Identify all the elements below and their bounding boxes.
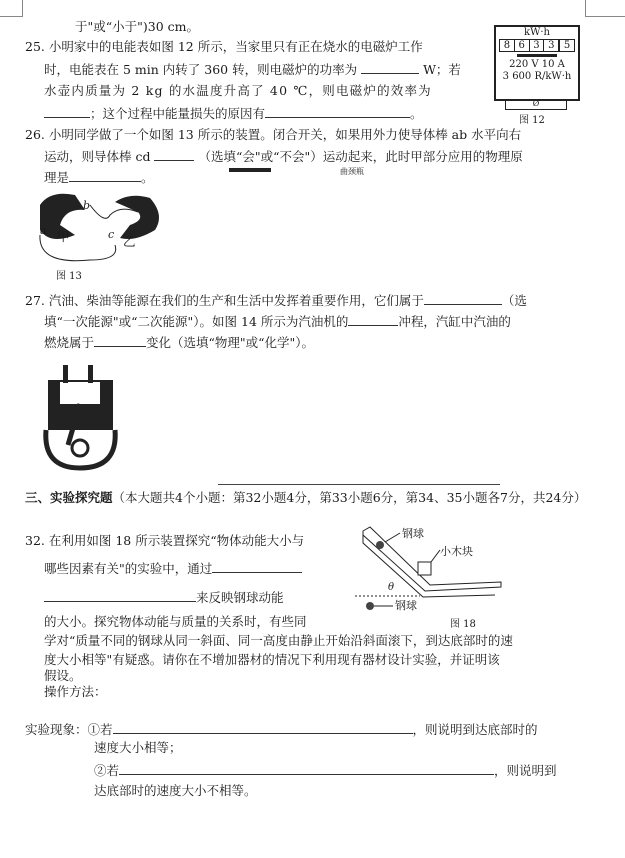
meter-digit: 6 xyxy=(515,40,530,51)
figure-14-engine xyxy=(38,360,128,472)
q32-phenomenon-blank-2[interactable] xyxy=(119,762,494,775)
electric-meter-figure xyxy=(494,25,580,101)
q25-line2 xyxy=(44,61,461,78)
section-3-header xyxy=(25,490,586,506)
q26-principle-blank[interactable] xyxy=(69,169,141,182)
q32-line3 xyxy=(44,589,284,606)
q27-text: 燃烧属于 xyxy=(44,335,95,350)
q32-text: ，则说明到达底部时的 xyxy=(412,722,538,737)
q25-line3: 水壶内质量为 2 kg 的水温度升高了 40 ℃，则电磁炉的效率为 xyxy=(44,83,432,98)
q25-text: 。 xyxy=(410,106,423,121)
q32-phenomenon-1 xyxy=(25,721,538,738)
q27-text: （选 xyxy=(501,293,527,308)
cropped-figure-fragment xyxy=(229,168,271,172)
q25-efficiency-blank[interactable] xyxy=(44,105,90,118)
q32-method: 操作方法： xyxy=(44,684,107,699)
figure-13-induction-device xyxy=(30,190,165,270)
divider xyxy=(218,484,500,485)
crop-mark-left xyxy=(0,0,23,17)
q27-line2 xyxy=(44,313,511,330)
q27-line1 xyxy=(25,292,527,309)
q26-text: （选填“会"或“不会"）运动起来，此时甲部分应用的物理原 xyxy=(198,149,523,164)
q25-reason-blank[interactable] xyxy=(265,105,410,118)
meter-digit: 5 xyxy=(563,40,571,51)
figure-18-incline xyxy=(355,525,505,625)
label-b: b xyxy=(83,199,91,212)
figure-13-caption: 图 13 xyxy=(56,271,82,282)
q26-line2 xyxy=(44,148,523,165)
q32-line7: 假设。 xyxy=(44,668,82,683)
crop-mark-right xyxy=(585,0,625,17)
q26-text: 。 xyxy=(141,170,154,185)
q26-line1: 26. 小明同学做了一个如图 13 所示的装置。闭合开关，如果用外力使导体棒 ab 水平向右 xyxy=(25,127,522,142)
q27-text: 27. 汽油、柴油等能源在我们的生产和生活中发挥着重要作用，它们属于 xyxy=(25,293,424,308)
q25-text: ；这个过程中能量损失的原因有 xyxy=(90,106,266,121)
meter-digit: 3 xyxy=(530,40,545,51)
meter-terminal: Ø xyxy=(505,99,567,110)
q32-line4: 的大小。探究物体动能与质量的关系时，有些同 xyxy=(44,614,307,629)
label-jia: 甲 xyxy=(57,229,70,244)
q32-text: ②若 xyxy=(94,763,120,778)
q26-text: 运动，则导体棒 cd xyxy=(44,149,151,164)
q26-text: 理是 xyxy=(44,170,70,185)
q27-text: 填“一次能源"或“二次能源"）。如图 14 所示为汽油机的 xyxy=(44,314,349,329)
q27-stroke-blank[interactable] xyxy=(348,313,398,326)
q27-line3 xyxy=(44,334,314,351)
q32-text: 来反映钢球动能 xyxy=(196,590,284,605)
q24-tail: 于"或“小于")30 cm。 xyxy=(75,19,199,34)
meter-constant: 3 600 R/kW·h xyxy=(502,71,572,82)
q32-line2 xyxy=(44,560,302,577)
meter-digit: 8 xyxy=(500,40,515,51)
q25-power-blank[interactable] xyxy=(361,61,419,74)
q26-cd-blank[interactable] xyxy=(154,148,194,161)
label-steel-ball: 钢球 xyxy=(402,527,424,540)
q25-line1: 25. 小明家中的电能表如图 12 所示，当家里只有正在烧水的电磁炉工作 xyxy=(25,39,423,54)
label-yi: 乙 xyxy=(123,234,136,249)
meter-arrow-icon xyxy=(517,54,557,57)
label-wood-block: 小木块 xyxy=(440,545,473,558)
label-c: c xyxy=(108,228,115,241)
meter-rating: 220 V 10 A xyxy=(509,59,565,70)
meter-unit: kW·h xyxy=(524,27,550,38)
magnet-yi xyxy=(115,196,159,239)
q32-line6: 度大小相等"有疑惑。请你在不增加器材的情况下利用现有器材设计实验，并证明该 xyxy=(44,652,500,667)
section-title: 三、实验探究题 xyxy=(25,490,113,505)
q32-line1: 32. 在利用如图 18 所示装置探究“物体动能大小与 xyxy=(25,533,305,548)
phenomenon-label: 实验现象： xyxy=(25,722,88,737)
meter-digit: 3 xyxy=(544,40,560,51)
meter-digits xyxy=(499,39,575,52)
q27-change-blank[interactable] xyxy=(94,334,146,347)
q26-line3 xyxy=(44,169,154,186)
q32-phenomenon-1-cont: 速度大小相等； xyxy=(94,740,182,755)
q32-text: ，则说明到 xyxy=(494,763,557,778)
q27-text: 冲程，汽缸中汽油的 xyxy=(398,314,511,329)
q32-text: ①若 xyxy=(87,722,113,737)
label-theta: θ xyxy=(388,582,395,593)
q32-phenomenon-2-cont: 达底部时的速度大小不相等。 xyxy=(94,783,257,798)
section-desc: （本大题共4个小题：第32小题4分，第33小题6分，第34、35小题各7分，共24分） xyxy=(112,490,587,505)
q27-energy-blank[interactable] xyxy=(424,292,502,305)
q32-line5: 学对“质量不同的钢球从同一斜面、同一高度由静止开始沿斜面滚下，到达底部时的速 xyxy=(44,633,513,648)
q32-text: 哪些因素有关"的实验中，通过 xyxy=(44,561,213,576)
legend-steel-ball: 钢球 xyxy=(395,599,417,612)
q32-phenomenon-2 xyxy=(94,762,557,779)
q27-text: 变化（选填“物理"或“化学"）。 xyxy=(146,335,315,350)
q32-method-blank-2[interactable] xyxy=(44,589,196,602)
figure-18-caption: 图 18 xyxy=(450,619,476,630)
q32-method-blank-1[interactable] xyxy=(212,560,302,573)
q25-line4 xyxy=(44,105,423,122)
q25-text: W；若 xyxy=(423,62,461,77)
figure-12-caption: 图 12 xyxy=(519,115,545,126)
crank-label: 曲颈瓶 xyxy=(340,167,364,176)
label-a: a xyxy=(40,224,47,237)
q25-text: 时，电能表在 5 min 内转了 360 转，则电磁炉的功率为 xyxy=(44,62,358,77)
q32-phenomenon-blank-1[interactable] xyxy=(113,721,413,734)
